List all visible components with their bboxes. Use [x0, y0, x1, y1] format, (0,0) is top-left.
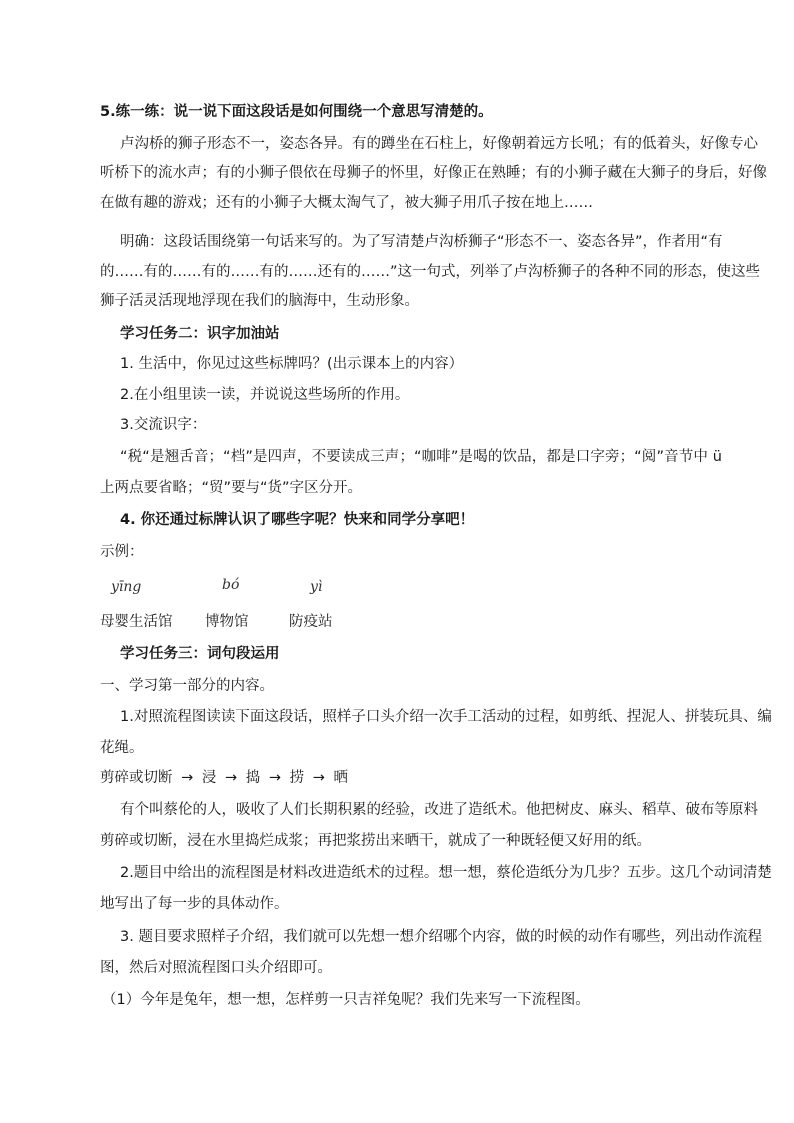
right-arrow-icon: →: [224, 770, 238, 786]
item-4: 4. 你还通过标牌认识了哪些字呢？快来和同学分享吧！: [120, 512, 475, 528]
paragraph-line: 上两点要省略；“贸”要与“货”字区分开。: [100, 480, 363, 496]
item-2: 2.在小组里读一读，并说说这些场所的作用。: [120, 387, 410, 403]
paragraph-line: 狮子活灵活现地浮现在我们的脑海中，生动形象。: [100, 293, 419, 309]
flow-step: 晒: [333, 770, 348, 786]
pinyin-annotation: yīng: [111, 579, 142, 595]
flow-step: 捞: [289, 770, 305, 786]
item-1: 1. 生活中，你见过这些标牌吗？(出示课本上的内容）: [120, 356, 464, 372]
paragraph-line: 明确：这段话围绕第一句话来写的。为了写清楚卢沟桥狮子“形态不一、姿态各异”，作者用“有: [120, 234, 723, 250]
pinyin-annotation: yì: [310, 579, 323, 595]
right-arrow-icon: →: [312, 770, 325, 786]
flow-step: 浸: [201, 770, 217, 786]
paragraph-line: 图，然后对照流程图口头介绍即可。: [100, 960, 332, 976]
pinyin-annotation: bó: [222, 577, 240, 593]
paragraph-line: 2.题目中给出的流程图是材料改进造纸术的过程。想一想，蔡伦造纸分为几步？五步。这几个动词清楚: [120, 865, 772, 881]
sign-example: 防疫站: [289, 614, 333, 630]
sign-example: 博物馆: [205, 614, 249, 630]
flow-chart: [100, 769, 348, 787]
example-label: 示例：: [100, 544, 144, 560]
right-arrow-icon: →: [268, 770, 282, 786]
paragraph-line: 卢沟桥的狮子形态不一，姿态各异。有的蹲坐在石柱上，好像朝着远方长吼；有的低着头，好像专心: [120, 136, 758, 152]
task-2-heading: 学习任务二：识字加油站: [120, 326, 280, 342]
paragraph-line: 地写出了每一步的具体动作。: [100, 896, 289, 912]
paragraph-line: 花绳。: [100, 740, 144, 756]
item-3: 3.交流识字：: [120, 417, 207, 433]
paragraph-line: 1.对照流程图读读下面这段话，照样子口头介绍一次手工活动的过程，如剪纸、捏泥人、拼装玩具、编: [120, 709, 772, 725]
sign-example: 母婴生活馆: [100, 614, 173, 630]
paragraph-line: 3. 题目要求照样子介绍，我们就可以先想一想介绍哪个内容，做的时候的动作有哪些，列出动作流程: [120, 929, 762, 945]
paragraph-line: 剪碎或切断，浸在水里捣烂成浆；再把浆捞出来晒干，就成了一种既轻便又好用的纸。: [100, 833, 651, 849]
right-arrow-icon: →: [181, 770, 194, 786]
paragraph-line: 的……有的……有的……有的……还有的……”这一句式，列举了卢沟桥狮子的各种不同的形态，使这些: [100, 264, 761, 280]
paragraph-line: “税“是翘舌音；“档”是四声，不要读成三声；“咖啡”是喝的饮品，都是口字旁；“阅”音节中 ü: [120, 449, 722, 465]
paragraph-line: 在做有趣的游戏；还有的小狮子大概太淘气了，被大狮子用爪子按在地上……: [100, 195, 593, 211]
exercise-5-heading: 5.练一练：说一说下面这段话是如何围绕一个意思写清楚的。: [100, 104, 493, 120]
paragraph-line: 有个叫蔡伦的人，吸收了人们长期积累的经验，改进了造纸术。他把树皮、麻头、稻草、破布等原料: [120, 802, 758, 818]
sub-question: （1）今年是兔年，想一想，怎样剪一只吉祥兔呢？我们先来写一下流程图。: [102, 992, 590, 1008]
task-3-heading: 学习任务三：词句段运用: [120, 646, 280, 662]
flow-step: 捣: [245, 770, 261, 786]
flow-step: 剪碎或切断: [100, 770, 173, 786]
paragraph-line: 听桥下的流水声；有的小狮子偎依在母狮子的怀里，好像正在熟睡；有的小狮子藏在大狮子的身后，好像: [100, 165, 767, 181]
section-heading: 一、学习第一部分的内容。: [100, 678, 274, 694]
